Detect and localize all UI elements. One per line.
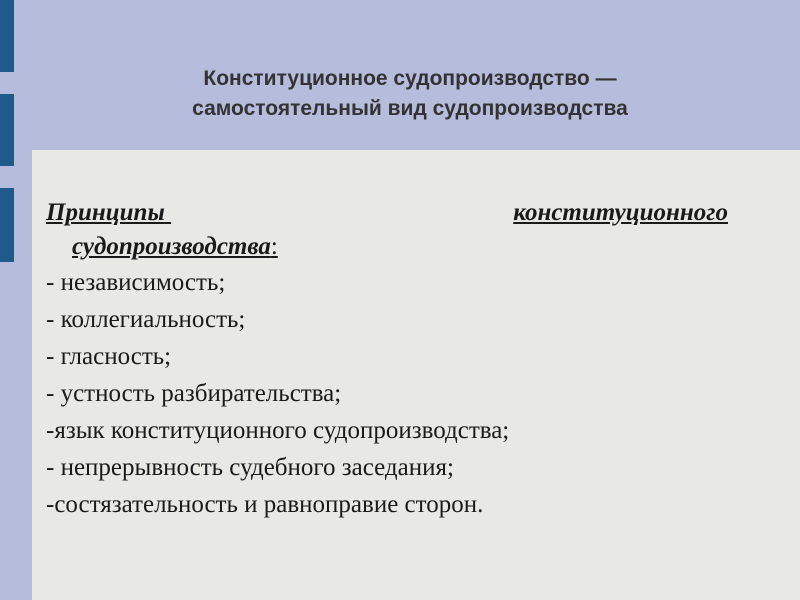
principles-heading — [46, 196, 746, 264]
slide-title-line-1: Конституционное судопроизводство — — [203, 67, 617, 90]
list-item: - непрерывность судебного заседания; — [46, 454, 454, 481]
list-item: - устность разбирательства; — [46, 380, 342, 407]
heading-word-constitutional: конституционного — [513, 199, 728, 226]
list-item: -состязательность и равноправие сторон. — [46, 491, 484, 518]
list-item: - независимость; — [46, 269, 226, 296]
heading-colon: : — [270, 233, 278, 260]
heading-word-principles: Принципы — [46, 199, 165, 226]
slide-content — [46, 196, 746, 523]
principles-heading-line-1 — [46, 196, 728, 230]
left-accent-bar-middle — [0, 94, 14, 166]
slide-title-line-2: самостоятельный вид судопроизводства — [192, 97, 628, 120]
left-accent-bar-bottom — [0, 188, 14, 262]
slide-title — [40, 64, 780, 124]
heading-word-proceedings: судопроизводства — [72, 233, 271, 260]
list-item: - коллегиальность; — [46, 306, 246, 333]
principles-heading-line-2 — [46, 230, 746, 264]
list-item: - гласность; — [46, 343, 172, 370]
left-accent-bar-top — [0, 0, 14, 72]
principles-list — [46, 264, 746, 523]
list-item: -язык конституционного судопроизводства; — [46, 417, 510, 444]
heading-underline-gap — [165, 196, 513, 230]
